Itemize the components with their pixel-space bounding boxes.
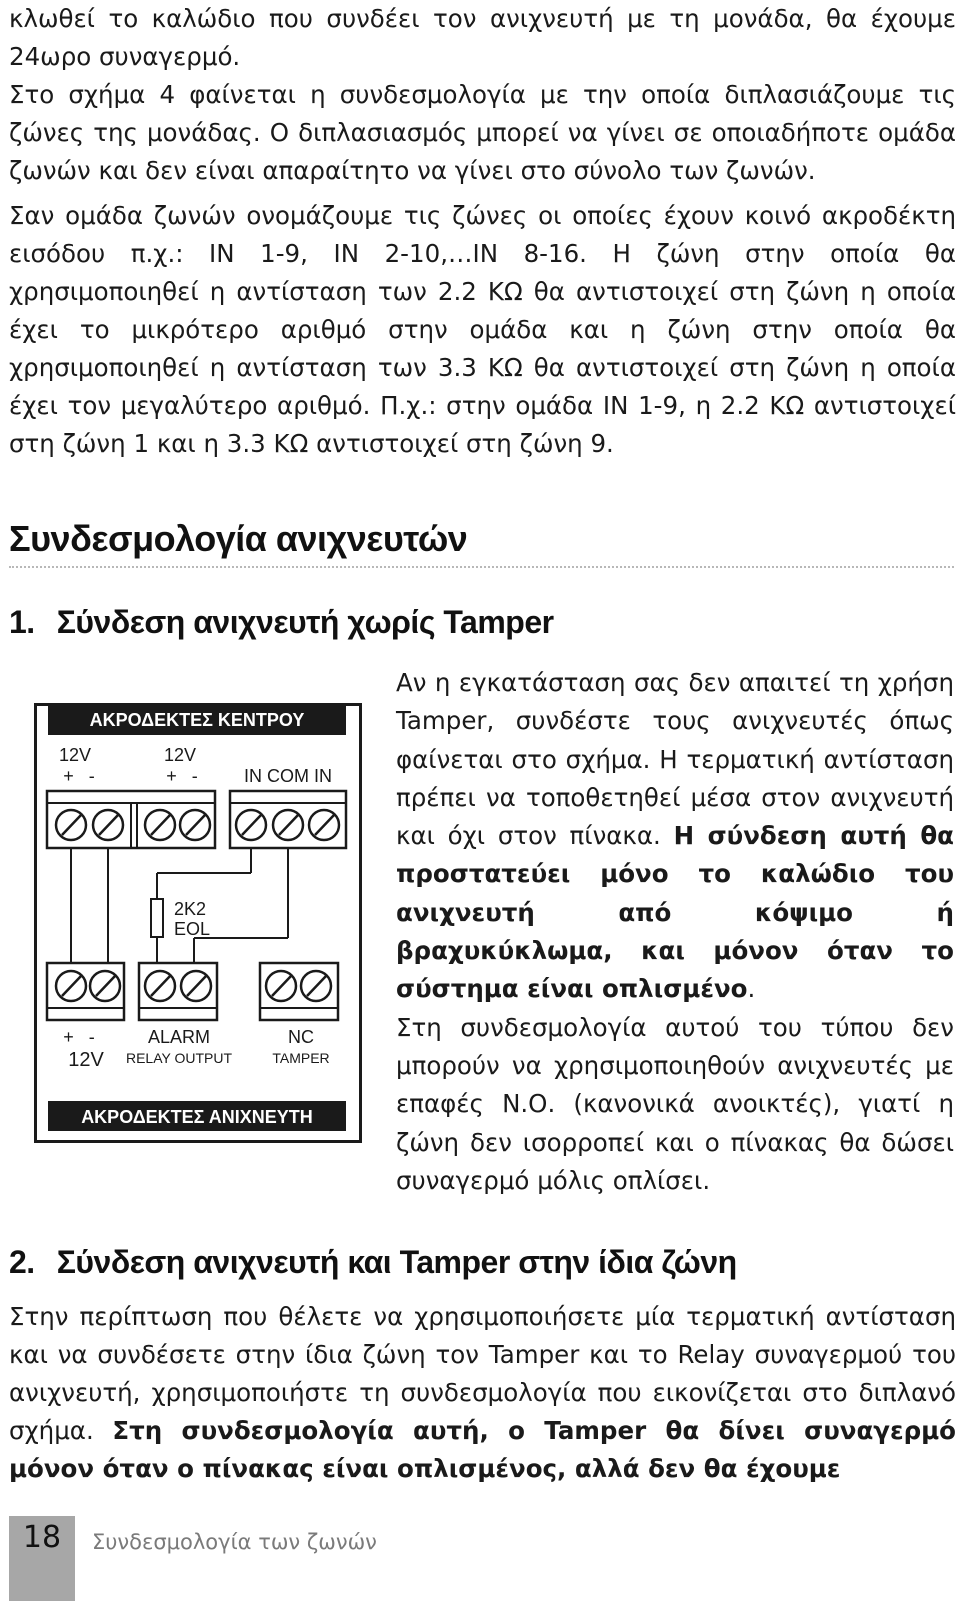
- bottom-alarm-label: ALARM: [147, 1027, 211, 1047]
- section-divider: [9, 566, 954, 568]
- subsection-1-text-b: Στη συνδεσμολογία αυτού του τύπου δεν μπορούν να χρησιμοποιηθούν ανιχνευτές με επαφές Ν.Ο. (κανονικά ανοικτές), γιατί η ζώνη δεν ισορροπεί και ο πίνακας θα δώσει συναγερμό μόλις οπλίσει.: [396, 1012, 954, 1195]
- eol-resistor: [151, 899, 163, 937]
- subsection-2-text: [9, 1298, 956, 1488]
- intro-paragraph-2: Στο σχήμα 4 φαίνεται η συνδεσμολογία με την οποία διπλασιάζουμε τις ζώνες της μονάδας. Ο διπλασιασμός μπορεί να γίνει σε οποιαδήποτε ομάδα ζωνών και δεν είναι απαραίτητο να γίνει στο σύνολο των ζωνών.: [9, 80, 956, 185]
- intro-paragraph-3: Σαν ομάδα ζωνών ονομάζουμε τις ζώνες οι οποίες έχουν κοινό ακροδέκτη εισόδου π.χ.: IN 1-9, IN 2-10,…IN 8-16. Η ζώνη στην οποία θα χρησιμοποιηθεί η αντίσταση των 2.2 ΚΩ θα αντιστοιχεί στη ζώνη η οποία έχει το μικρότερο αριθμό στην ομάδα και η ζώνη στην οποία θα χρησιμοποιηθεί η αντίσταση των 3.3 ΚΩ θα αντιστοιχεί στη ζώνη η οποία έχει τον μεγαλύτερο αριθμό. Π.χ.: στην ομάδα IN 1-9, η 2.2 ΚΩ αντιστοιχεί στη ζώνη 1 και η 3.3 ΚΩ αντιστοιχεί στη ζώνη 9.: [9, 201, 956, 458]
- page-number: 18: [22, 1520, 62, 1555]
- subsection-1-heading: [9, 604, 554, 641]
- subsection-2-text-bold: Στη συνδεσμολογία αυτή, ο Tamper θα δίνει συναγερμό μόνον όταν ο πίνακας είναι οπλισμένος, αλλά δεν θα έχουμε: [9, 1416, 957, 1483]
- footer-title: Συνδεσμολογία των ζωνών: [92, 1530, 377, 1554]
- top-12v-b-label: 12V: [163, 745, 197, 765]
- subsection-2-title: Σύνδεση ανιχνευτή και Tamper στην ίδια ζώνη: [56, 1244, 737, 1280]
- bottom-header-label: ΑΚΡΟΔΕΚΤΕΣ ΑΝΙΧΝΕΥΤΗ: [81, 1107, 313, 1127]
- section-heading: Συνδεσμολογία ανιχνευτών: [9, 518, 468, 559]
- top-plus-minus-a: + -: [63, 766, 95, 786]
- top-plus-minus-b: + -: [166, 766, 198, 786]
- subsection-1-text: [396, 664, 954, 1200]
- resistor-type-label: EOL: [174, 919, 211, 939]
- top-in-com-in-label: IN COM IN: [244, 766, 332, 786]
- subsection-1-title: Σύνδεση ανιχνευτή χωρίς Tamper: [56, 604, 554, 640]
- resistor-value-label: 2K2: [174, 899, 207, 919]
- subsection-1-text-bold-end: .: [747, 974, 756, 1004]
- bottom-tamper-label: TAMPER: [272, 1050, 330, 1066]
- subsection-2-number: 2.: [9, 1244, 35, 1280]
- subsection-2-text-a: Στην περίπτωση που θέλετε να χρησιμοποιήσετε μία τερματική αντίσταση και να συνδέσετε στην ίδια ζώνη τον Tamper και το Relay συναγερμού του ανιχνευτή, χρησιμοποιήστε τη συνδεσμολογία που εικονίζεται στο διπλανό σχήμα.: [9, 1302, 956, 1445]
- bottom-plus-minus: + -: [63, 1027, 95, 1047]
- subsection-1-text-bold: Η σύνδεση αυτή θα προστατεύει μόνο το καλώδιο του ανιχνευτή από κόψιμο ή βραχυκύκλωμα, και μόνον όταν το σύστημα είναι οπλισμένο: [396, 821, 954, 1004]
- bottom-relay-output-label: RELAY OUTPUT: [125, 1050, 233, 1066]
- top-header-label: ΑΚΡΟΔΕΚΤΕΣ ΚΕΝΤΡΟΥ: [89, 710, 305, 730]
- top-12v-a-label: 12V: [58, 745, 92, 765]
- bottom-12v-label: 12V: [68, 1049, 104, 1071]
- wiring-diagram: [34, 703, 364, 1145]
- subsection-1-text-a: Αν η εγκατάσταση σας δεν απαιτεί τη χρήση Tamper, συνδέστε τους ανιχνευτές όπως φαίνεται στο σχήμα. Η τερματική αντίσταση πρέπει να τοποθετηθεί μέσα στον ανιχνευτή και όχι στον πίνακα.: [396, 668, 954, 851]
- subsection-2-heading: [9, 1244, 737, 1281]
- intro-paragraph-1: κλωθεί το καλώδιο που συνδέει τον ανιχνευτή με τη μονάδα, θα έχουμε 24ωρο συναγερμό.: [9, 4, 956, 71]
- subsection-1-number: 1.: [9, 604, 35, 640]
- bottom-nc-label: NC: [288, 1027, 314, 1047]
